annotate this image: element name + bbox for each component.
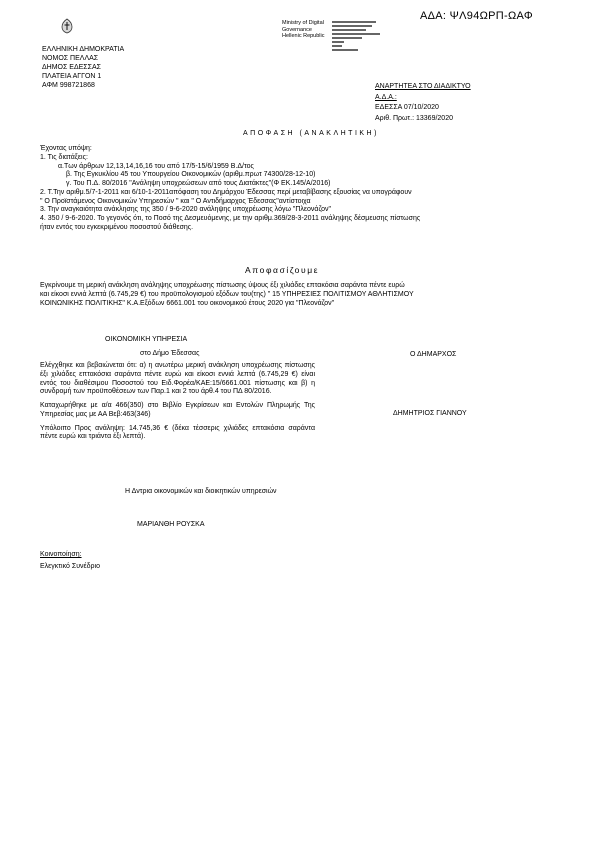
consideration-line: ήταν εντός του εγκεκριμένου ποσοστού διάθεσης.: [40, 223, 194, 231]
consideration-line: β. Της Εγκυκλίου 45 του Υπουργείου Οικονομικών (αριθμ.πρωτ 74300/28-12-10): [66, 171, 316, 179]
registration-paragraph: Καταχωρήθηκε με α/α 466(350) στο Βιβλίο Εγκρίσεων και Εντολών Πληρωμής Της Υπηρεσίας μας με ΑΑ Βεβ:463(346): [40, 402, 315, 418]
decision-line: ΚΟΙΝΩΝΙΚΗΣ ΠΟΛΙΤΙΚΗΣ" Κ.Α.Εξόδων 6661.001 του οικονομικού έτους 2020 για "Πλεονάζον": [40, 299, 335, 307]
consideration-line: " Ο Προϊστάμενος Οικονομικών Υπηρεσιών " και " Ο Αντιδήμαρχος Έδεσσας"αντίστοιχα: [40, 197, 311, 205]
decision-heading: Αποφασίζουμε: [245, 265, 320, 275]
ministry-line: Governance: [282, 26, 312, 33]
mayor-title: Ο ΔΗΜΑΡΧΟΣ: [410, 351, 457, 358]
sender-line: ΑΦΜ 998721868: [42, 82, 95, 90]
digital-signature-stamp: [332, 21, 384, 57]
director-title: Η Δντρια οικονομικών και διοικητικών υπηρεσιών: [125, 488, 277, 495]
decision-title: ΑΠΟΦΑΣΗ (ΑΝΑΚΛΗΤΙΚΗ): [243, 130, 379, 137]
consideration-line: Έχοντας υπόψη:: [40, 145, 92, 152]
sender-line: ΠΛΑΤΕΙΑ ΑΓΓΟΝ 1: [42, 73, 102, 81]
sender-line: ΕΛΛΗΝΙΚΗ ΔΗΜΟΚΡΑΤΙΑ: [42, 46, 125, 53]
mayor-name: ΔΗΜΗΤΡΙΟΣ ΓΙΑΝΝΟΥ: [393, 410, 467, 417]
financial-service-subtitle: στο Δήμο Έδεσσας: [140, 350, 200, 357]
consideration-line: 3. Την αναγκαιότητα ανάκλησης της 350 / 9-6-2020 ανάληψης υποχρέωσης λόγω "Πλεονάζον": [40, 206, 331, 214]
ada-label: Α.Δ.Α.:: [375, 93, 397, 101]
hellenic-republic-emblem-icon: [60, 18, 74, 34]
date-line: ΕΔΕΣΣΑ 07/10/2020: [375, 104, 439, 111]
considerations-block: [40, 145, 555, 233]
cc-recipient: Ελεγκτικό Συνέδριο: [40, 563, 100, 570]
financial-verification: [40, 362, 315, 447]
posting-title: ΑΝΑΡΤΗΤΕΑ ΣΤΟ ΔΙΑΔΙΚΤΥΟ: [375, 83, 471, 90]
sender-line: ΔΗΜΟΣ ΕΔΕΣΣΑΣ: [42, 64, 101, 72]
consideration-line: 1. Τις διατάξεις:: [40, 153, 88, 161]
balance-paragraph: Υπόλοιπο Προς ανάληψη: 14.745,36 € (δέκα τέσσερις χιλιάδες επτακόσια σαράντα πέντε ευρώ και τριάντα έξι λεπτά).: [40, 424, 315, 441]
verification-paragraph: Ελέγχθηκε και βεβαιώνεται ότι: α) η ανωτέρω μερική ανάκληση υποχρέωσης πίστωσης έξι χιλιάδες επτακόσια σαράντα πέντε ευρώ και είκοσι εννιά λεπτά (6.745,29 €) είναι εντός του διαθέσιμου Ποσοστού του Ειδ.Φορέα/ΚΑΕ:15/6661.001 πίστωσης και β) η συνδρομή των προϋποθέσεων των Παρ.1 και 2 του άρθ.4 του ΠΔ 80/2016.: [40, 362, 315, 396]
posting-block: [375, 82, 471, 124]
consideration-line: 4. 350 / 9-6-2020. Το γεγονός ότι, το Ποσό της Δεσμευόμενης, με την αριθμ.369/28-3-2011 ανάληψης δέσμευσης πίστωσης: [40, 215, 421, 222]
ministry-line: Ministry of Digital: [282, 20, 324, 26]
consideration-line: α.Των άρθρων 12,13,14,16,16 του από 17/5-15/6/1959 Β.Δ/τος: [58, 162, 254, 170]
sender-block: [42, 45, 124, 90]
director-name: ΜΑΡΙΑΝΘΗ ΡΟΥΣΚΑ: [137, 521, 205, 528]
decision-line: Εγκρίνουμε τη μερική ανάκληση ανάληψης υποχρέωσης πίστωσης ύψους έξι χιλιάδες επτακόσια σαράντα πέντε ευρώ: [40, 282, 405, 289]
ministry-block: [282, 20, 325, 40]
sender-line: ΝΟΜΟΣ ΠΕΛΛΑΣ: [42, 55, 99, 63]
financial-service-title: ΟΙΚΟΝΟΜΙΚΗ ΥΠΗΡΕΣΙΑ: [105, 336, 188, 343]
ministry-line: Hellenic Republic: [282, 33, 325, 40]
ada-header: ΑΔΑ: ΨΛ94ΩΡΠ-ΩΑΦ: [420, 10, 533, 22]
cc-label: Κοινοποίηση:: [40, 551, 82, 558]
consideration-line: 2. Τ.Την αριθμ.5/7-1-2011 και 6/10-1-2011απόφαση του Δημάρχου Έδεσσας περί μεταβίβασης εξουσίας να υπογράφουν: [40, 188, 412, 196]
protocol-number: Αριθ. Πρωτ.: 13369/2020: [375, 114, 453, 122]
decision-body: [40, 282, 555, 308]
decision-line: και είκοσι εννιά λεπτά (6.745,29 €) του προϋπολογισμού εξόδων του(της) " 15 ΥΠΗΡΕΣΙΕΣ ΠΟΛΙΤΙΣΜΟΥ ΑΘΛΗΤΙΣΜΟΥ: [40, 290, 414, 298]
consideration-line: γ. Του Π.Δ. 80/2016 "Ανάληψη υποχρεώσεων από τους Διατάκτες"(Φ ΕΚ.145/Α/2016): [66, 180, 331, 187]
